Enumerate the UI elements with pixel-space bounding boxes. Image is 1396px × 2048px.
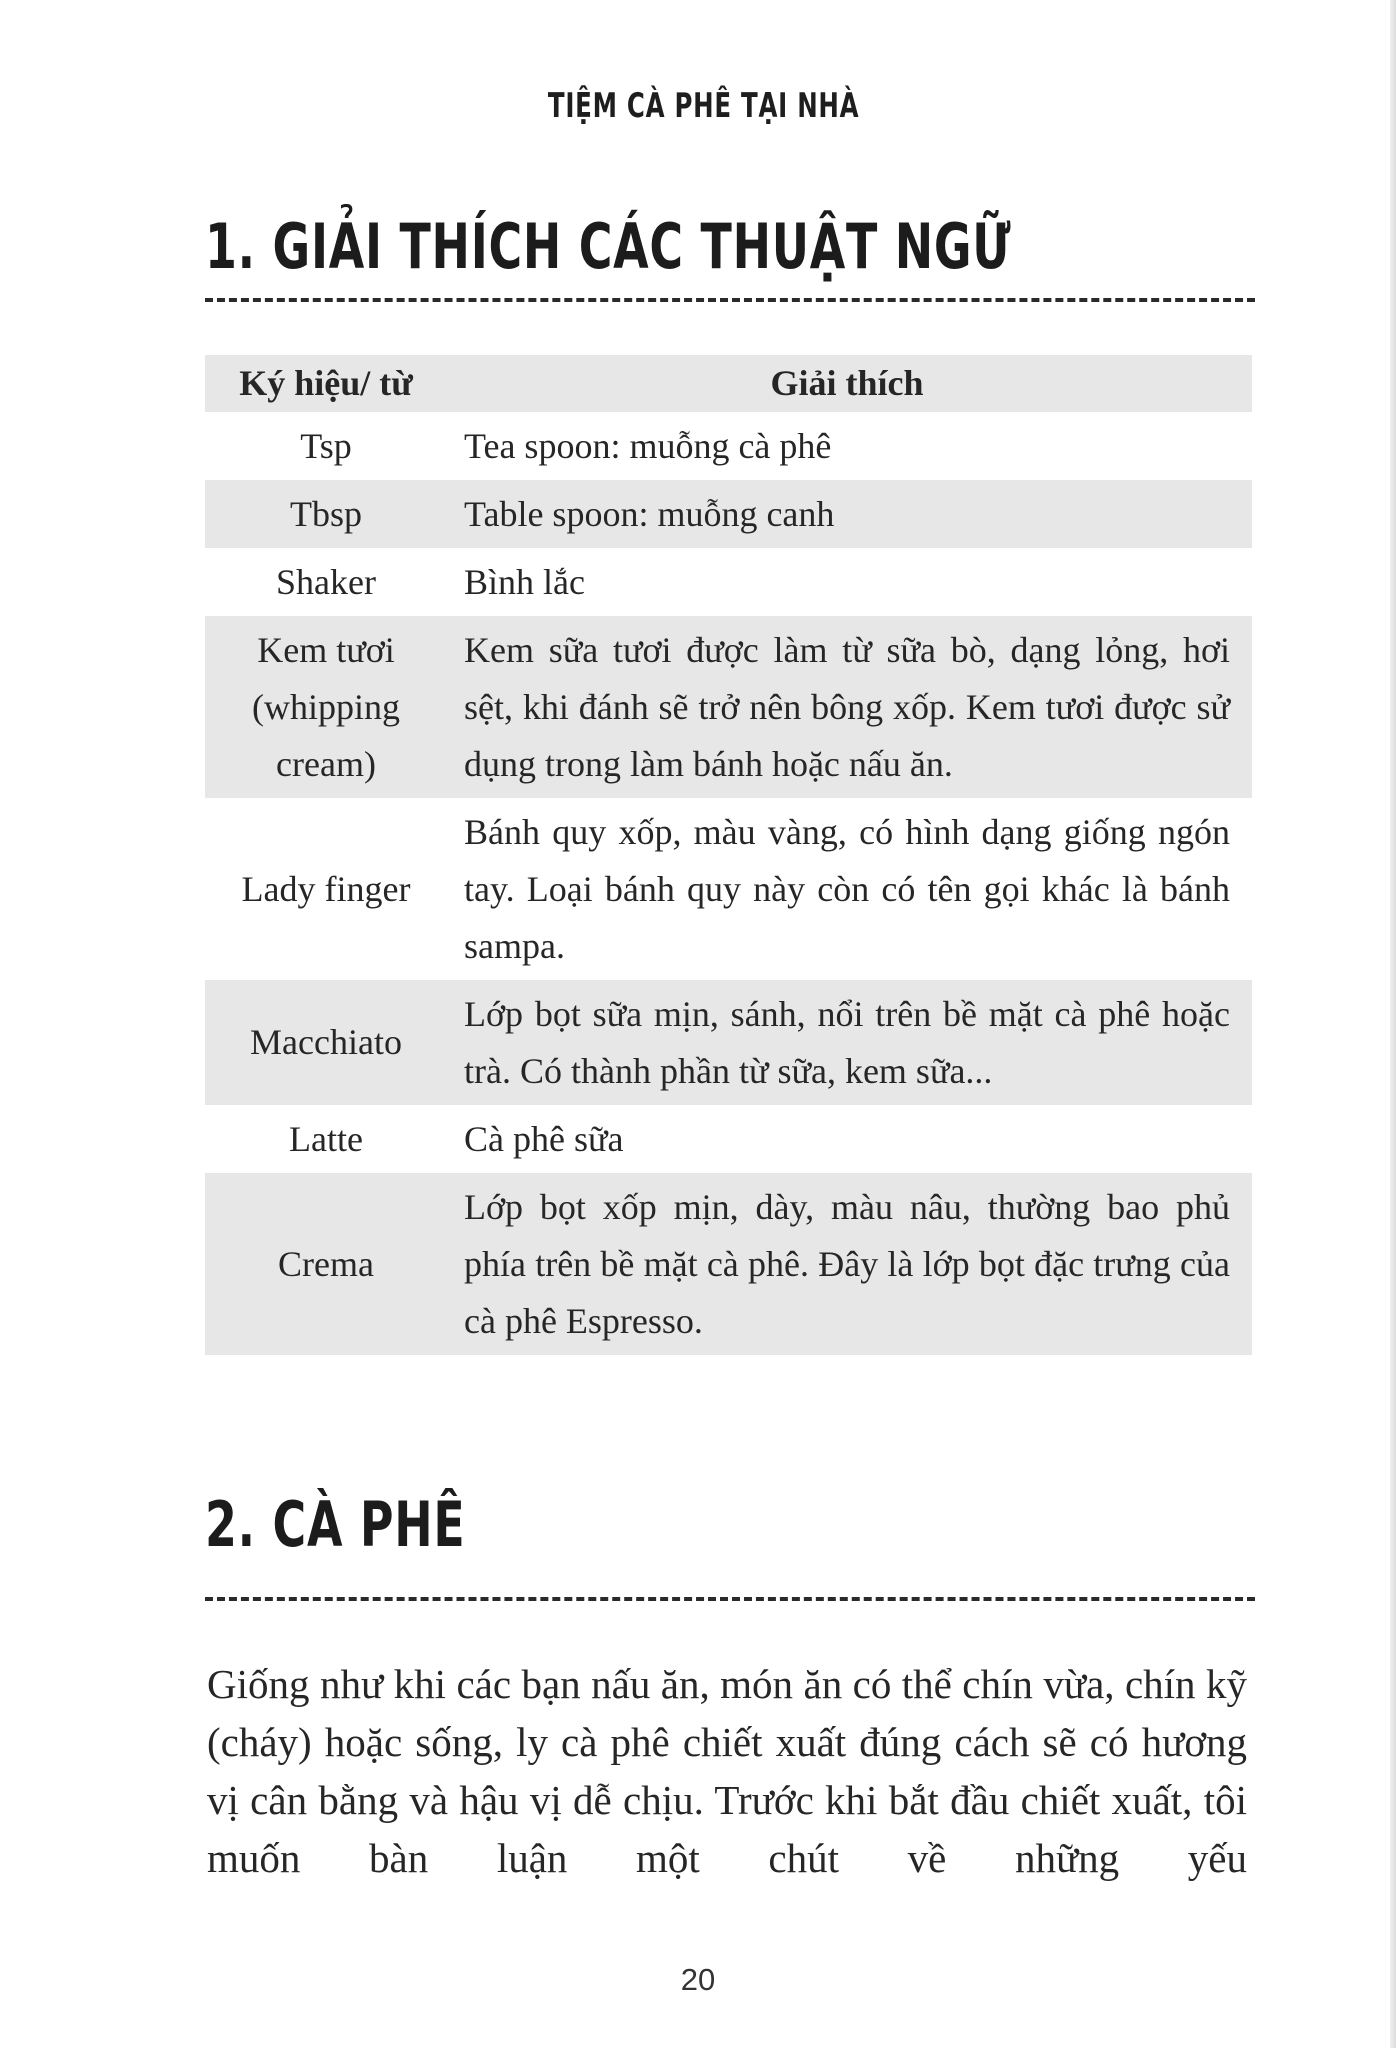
header-definition: Giải thích	[770, 363, 924, 403]
table-row	[205, 1173, 1252, 1355]
table-row	[205, 412, 1252, 480]
table-row	[205, 548, 1252, 616]
definition-cell: Bình lắc	[464, 561, 585, 602]
section-2-heading: 2. CÀ PHÊ	[205, 1488, 466, 1561]
body-paragraph: Giống như khi các bạn nấu ăn, món ăn có thể chín vừa, chín kỹ (cháy) hoặc sống, ly cà phê chiết xuất đúng cách sẽ có hương vị cân bằng và hậu vị dễ chịu. Trước khi bắt đầu chiết xuất, tôi muốn bàn luận một chút về những yếu	[207, 1661, 1247, 1881]
term-cell: Tsp	[300, 425, 352, 466]
definition-cell: Bánh quy xốp, màu vàng, có hình dạng giống ngón tay. Loại bánh quy này còn có tên gọi khác là bánh sampa.	[464, 811, 1230, 966]
table-row	[205, 616, 1252, 798]
definition-cell: Tea spoon: muỗng cà phê	[464, 425, 832, 466]
section-2-divider	[205, 1597, 1255, 1601]
table-row	[205, 980, 1252, 1105]
page-edge-shadow	[1390, 0, 1396, 2048]
definition-cell: Table spoon: muỗng canh	[464, 493, 835, 534]
definition-cell: Kem sữa tươi được làm từ sữa bò, dạng lỏng, hơi sệt, khi đánh sẽ trở nên bông xốp. Kem tươi được sử dụng trong làm bánh hoặc nấu ăn.	[464, 629, 1230, 784]
definition-cell: Lớp bọt sữa mịn, sánh, nổi trên bề mặt cà phê hoặc trà. Có thành phần từ sữa, kem sữa...	[464, 993, 1230, 1091]
term-cell: Shaker	[276, 561, 376, 602]
term-cell: Macchiato	[250, 1022, 402, 1062]
table-header-row	[205, 355, 1252, 412]
term-cell: Kem tươi (whipping cream)	[252, 629, 400, 784]
header-term: Ký hiệu/ từ	[239, 363, 413, 403]
terms-table	[205, 355, 1252, 1355]
term-cell: Crema	[278, 1243, 374, 1284]
section-1-divider	[205, 298, 1255, 302]
term-cell: Tbsp	[290, 493, 362, 534]
definition-cell: Cà phê sữa	[464, 1118, 624, 1159]
definition-cell: Lớp bọt xốp mịn, dày, màu nâu, thường bao phủ phía trên bề mặt cà phê. Đây là lớp bọt đặc trưng của cà phê Espresso.	[464, 1186, 1230, 1341]
table-row	[205, 480, 1252, 548]
running-header: TIỆM CÀ PHÊ TẠI NHÀ	[547, 86, 860, 126]
table-row	[205, 1105, 1252, 1173]
table-row	[205, 798, 1252, 980]
section-1-heading: 1. GIẢI THÍCH CÁC THUẬT NGỮ	[205, 210, 1012, 283]
term-cell: Lady finger	[241, 868, 411, 909]
term-cell: Latte	[289, 1118, 363, 1159]
page-number: 20	[680, 1962, 716, 1997]
